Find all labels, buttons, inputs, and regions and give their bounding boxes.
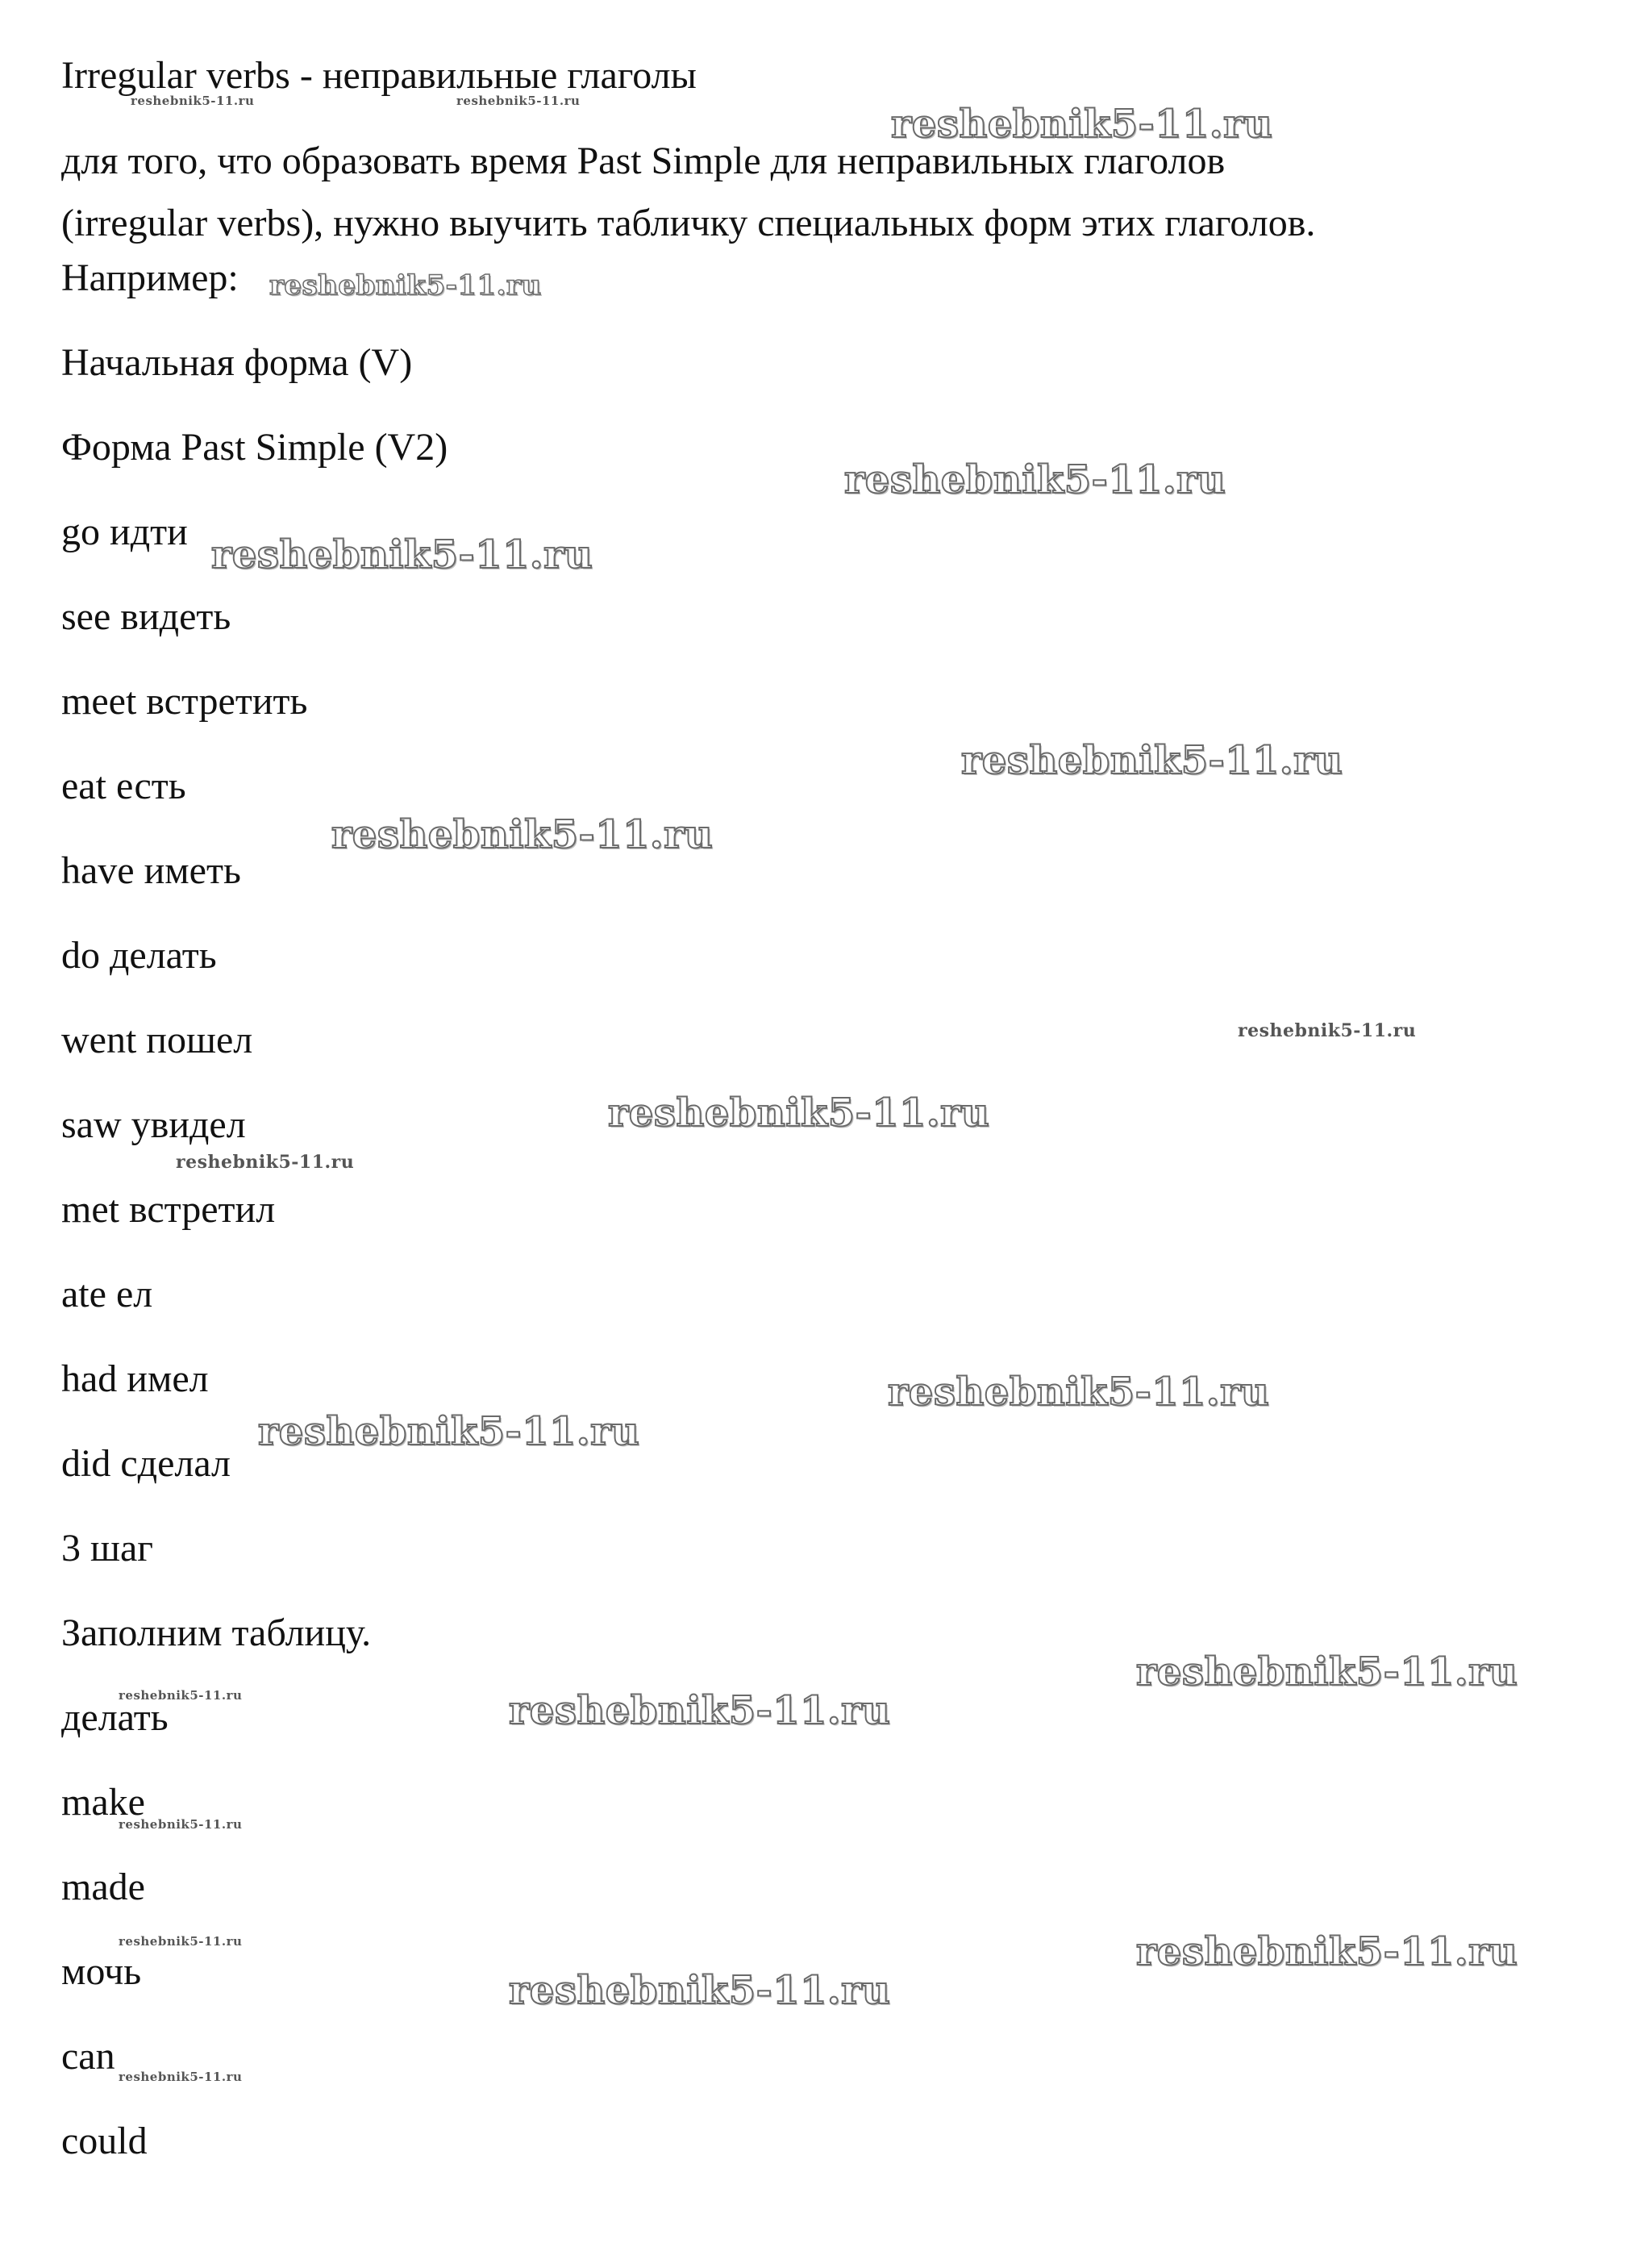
intro-line-1: для того, что образовать время Past Simple для неправильных глаголов — [61, 140, 1226, 182]
past-form-item: ate ел — [61, 1273, 153, 1315]
watermark-text: reshebnik5-11.ru — [1136, 1929, 1518, 1974]
watermark-text: reshebnik5-11.ru — [961, 738, 1343, 783]
document-title: Irregular verbs - неправильные глаголы — [61, 54, 697, 97]
watermark-text: reshebnik5-11.ru — [509, 1968, 891, 2013]
table-word: can — [61, 2035, 115, 2078]
table-word: make — [61, 1781, 145, 1824]
watermark-text: reshebnik5-11.ru — [1136, 1649, 1518, 1695]
base-form-item: eat есть — [61, 765, 186, 807]
watermark-text: reshebnik5-11.ru — [119, 1688, 243, 1703]
table-word: could — [61, 2120, 148, 2162]
watermark-text: reshebnik5-11.ru — [119, 1934, 243, 1949]
watermark-text: reshebnik5-11.ru — [509, 1688, 891, 1733]
watermark-text: reshebnik5-11.ru — [119, 2070, 243, 2084]
watermark-text: reshebnik5-11.ru — [331, 812, 714, 857]
past-form-column-label: Форма Past Simple (V2) — [61, 426, 448, 469]
base-form-item: see видеть — [61, 595, 231, 638]
base-form-item: have иметь — [61, 849, 241, 892]
intro-line-3: Например: — [61, 256, 239, 299]
base-form-item: meet встретить — [61, 680, 308, 723]
watermark-text: reshebnik5-11.ru — [891, 102, 1273, 147]
table-word: мочь — [61, 1950, 142, 1993]
watermark-text: reshebnik5-11.ru — [608, 1090, 990, 1136]
past-form-item: saw увидел — [61, 1103, 246, 1146]
watermark-text: reshebnik5-11.ru — [888, 1370, 1270, 1415]
base-form-column-label: Начальная форма (V) — [61, 341, 413, 384]
fill-table-text: Заполним таблицу. — [61, 1611, 372, 1654]
watermark-text: reshebnik5-11.ru — [269, 269, 542, 302]
watermark-text: reshebnik5-11.ru — [456, 94, 581, 108]
watermark-text: reshebnik5-11.ru — [119, 1817, 243, 1832]
table-word: made — [61, 1866, 145, 1908]
base-form-item: go идти — [61, 511, 188, 553]
past-form-item: went пошел — [61, 1019, 253, 1061]
base-form-item: do делать — [61, 934, 217, 977]
step-heading: 3 шаг — [61, 1527, 153, 1570]
watermark-text: reshebnik5-11.ru — [131, 94, 255, 108]
table-word: делать — [61, 1696, 169, 1739]
watermark-text: reshebnik5-11.ru — [211, 532, 593, 577]
watermark-text: reshebnik5-11.ru — [258, 1409, 640, 1454]
watermark-text: reshebnik5-11.ru — [1238, 1020, 1417, 1041]
intro-line-2: (irregular verbs), нужно выучить табличку специальных форм этих глаголов. — [61, 202, 1316, 244]
watermark-text: reshebnik5-11.ru — [176, 1152, 355, 1173]
watermark-text: reshebnik5-11.ru — [844, 457, 1226, 502]
past-form-item: did сделал — [61, 1442, 231, 1485]
past-form-item: met встретил — [61, 1188, 276, 1231]
past-form-item: had имел — [61, 1357, 209, 1400]
